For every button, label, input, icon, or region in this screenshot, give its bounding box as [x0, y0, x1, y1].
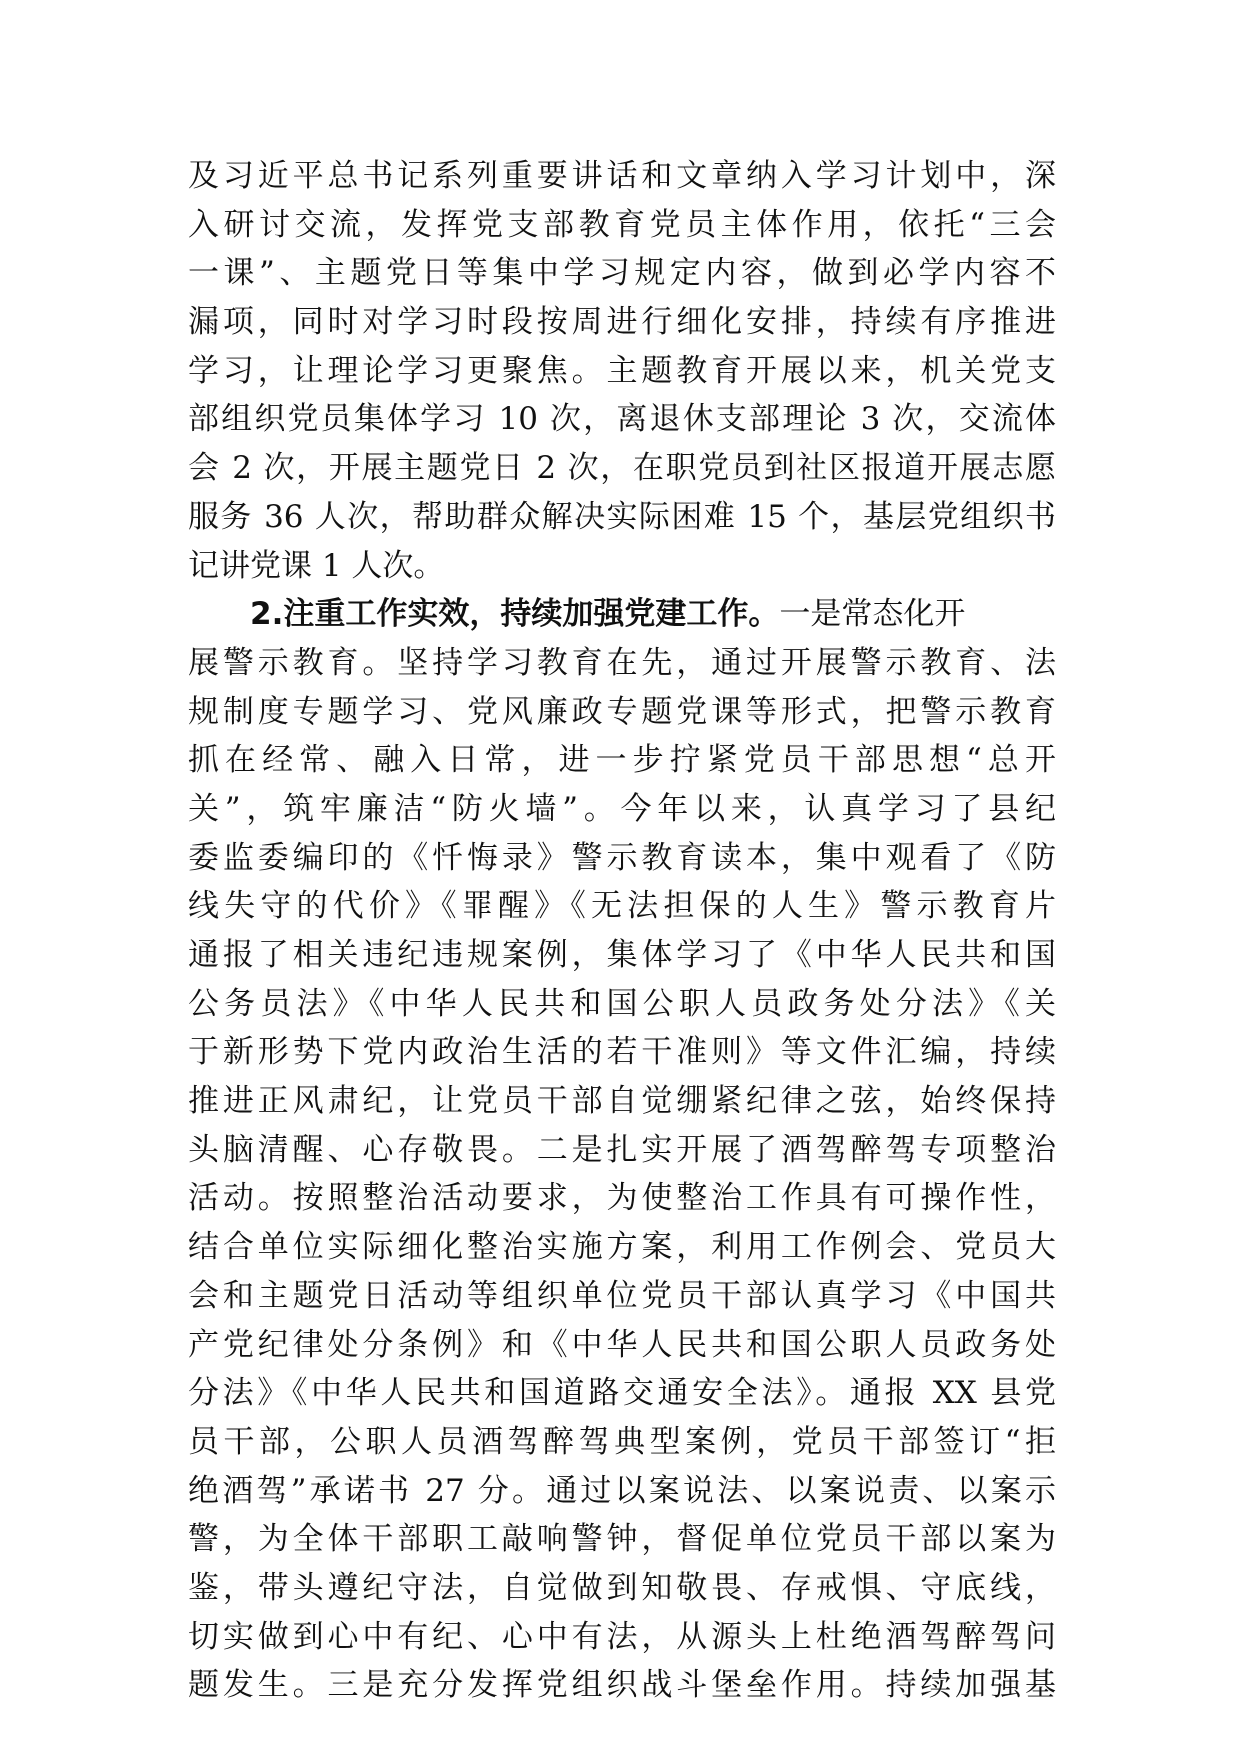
paragraph-line: 规制度专题学习、党风廉政专题党课等形式，把警示教育 — [188, 693, 1056, 730]
paragraph-line: 通报了相关违纪违规案例，集体学习了《中华人民共和国 — [188, 937, 1056, 973]
paragraph-line: 一课”、主题党日等集中学习规定内容，做到必学内容不 — [188, 255, 1056, 292]
section-heading-line — [188, 590, 1056, 639]
paragraph-line: 委监委编印的《忏悔录》警示教育读本，集中观看了《防 — [188, 839, 1056, 876]
paragraph-line: 于新形势下党内政治生活的若干准则》等文件汇编，持续 — [188, 1034, 1056, 1071]
paragraph-line: 活动。按照整治活动要求，为使整治工作具有可操作性， — [188, 1180, 1056, 1217]
section-heading-continuation: 一是常态化开 — [779, 596, 966, 633]
paragraph-line: 结合单位实际细化整治实施方案，利用工作例会、党员大 — [188, 1229, 1056, 1266]
paragraph-line: 漏项，同时对学习时段按周进行细化安排，持续有序推进 — [188, 304, 1056, 341]
paragraph-line: 绝酒驾”承诺书 27 分。通过以案说法、以案说责、以案示 — [188, 1472, 1056, 1509]
paragraph-line: 切实做到心中有纪、心中有法，从源头上杜绝酒驾醉驾问 — [188, 1618, 1056, 1655]
paragraph-line: 入研讨交流，发挥党支部教育党员主体作用，依托“三会 — [188, 206, 1056, 243]
paragraph-line: 会和主题党日活动等组织单位党员干部认真学习《中国共 — [188, 1277, 1056, 1314]
paragraph-line: 展警示教育。坚持学习教育在先，通过开展警示教育、法 — [188, 644, 1056, 681]
paragraph-line: 抓在经常、融入日常，进一步拧紧党员干部思想“总开 — [188, 742, 1056, 779]
paragraph-line: 关”，筑牢廉洁“防火墙”。今年以来，认真学习了县纪 — [188, 790, 1056, 827]
document-body — [188, 152, 1056, 1710]
paragraph-line: 员干部，公职人员酒驾醉驾典型案例，党员干部签订“拒 — [188, 1423, 1056, 1460]
paragraph-line: 警，为全体干部职工敲响警钟，督促单位党员干部以案为 — [188, 1521, 1056, 1558]
paragraph-line: 会 2 次，开展主题党日 2 次，在职党员到社区报道开展志愿 — [188, 450, 1056, 487]
paragraph-line: 学习，让理论学习更聚焦。主题教育开展以来，机关党支 — [188, 352, 1056, 389]
paragraph-line: 及习近平总书记系列重要讲话和文章纳入学习计划中，深 — [188, 158, 1056, 194]
paragraph-line: 鉴，带头遵纪守法，自觉做到知敬畏、存戒惧、守底线， — [188, 1569, 1056, 1606]
paragraph-line-last: 记讲党课 1 人次。 — [188, 547, 445, 584]
paragraph-line: 分法》《中华人民共和国道路交通安全法》。通报 XX 县党 — [188, 1375, 1056, 1412]
paragraph-line: 产党纪律处分条例》和《中华人民共和国公职人员政务处 — [188, 1326, 1056, 1363]
paragraph-line: 题发生。三是充分发挥党组织战斗堡垒作用。持续加强基 — [188, 1667, 1056, 1704]
paragraph-line: 头脑清醒、心存敬畏。二是扎实开展了酒驾醉驾专项整治 — [188, 1131, 1056, 1168]
paragraph-line: 公务员法》《中华人民共和国公职人员政务处分法》《关 — [188, 985, 1056, 1022]
section-heading: 2.注重工作实效，持续加强党建工作。 — [250, 596, 780, 633]
paragraph-line: 推进正风肃纪，让党员干部自觉绷紧纪律之弦，始终保持 — [188, 1083, 1056, 1120]
paragraph-line: 线失守的代价》《罪醒》《无法担保的人生》警示教育片 — [188, 888, 1056, 925]
paragraph-line: 服务 36 人次，帮助群众解决实际困难 15 个，基层党组织书 — [188, 498, 1056, 535]
paragraph-line: 部组织党员集体学习 10 次，离退休支部理论 3 次，交流体 — [188, 401, 1056, 438]
